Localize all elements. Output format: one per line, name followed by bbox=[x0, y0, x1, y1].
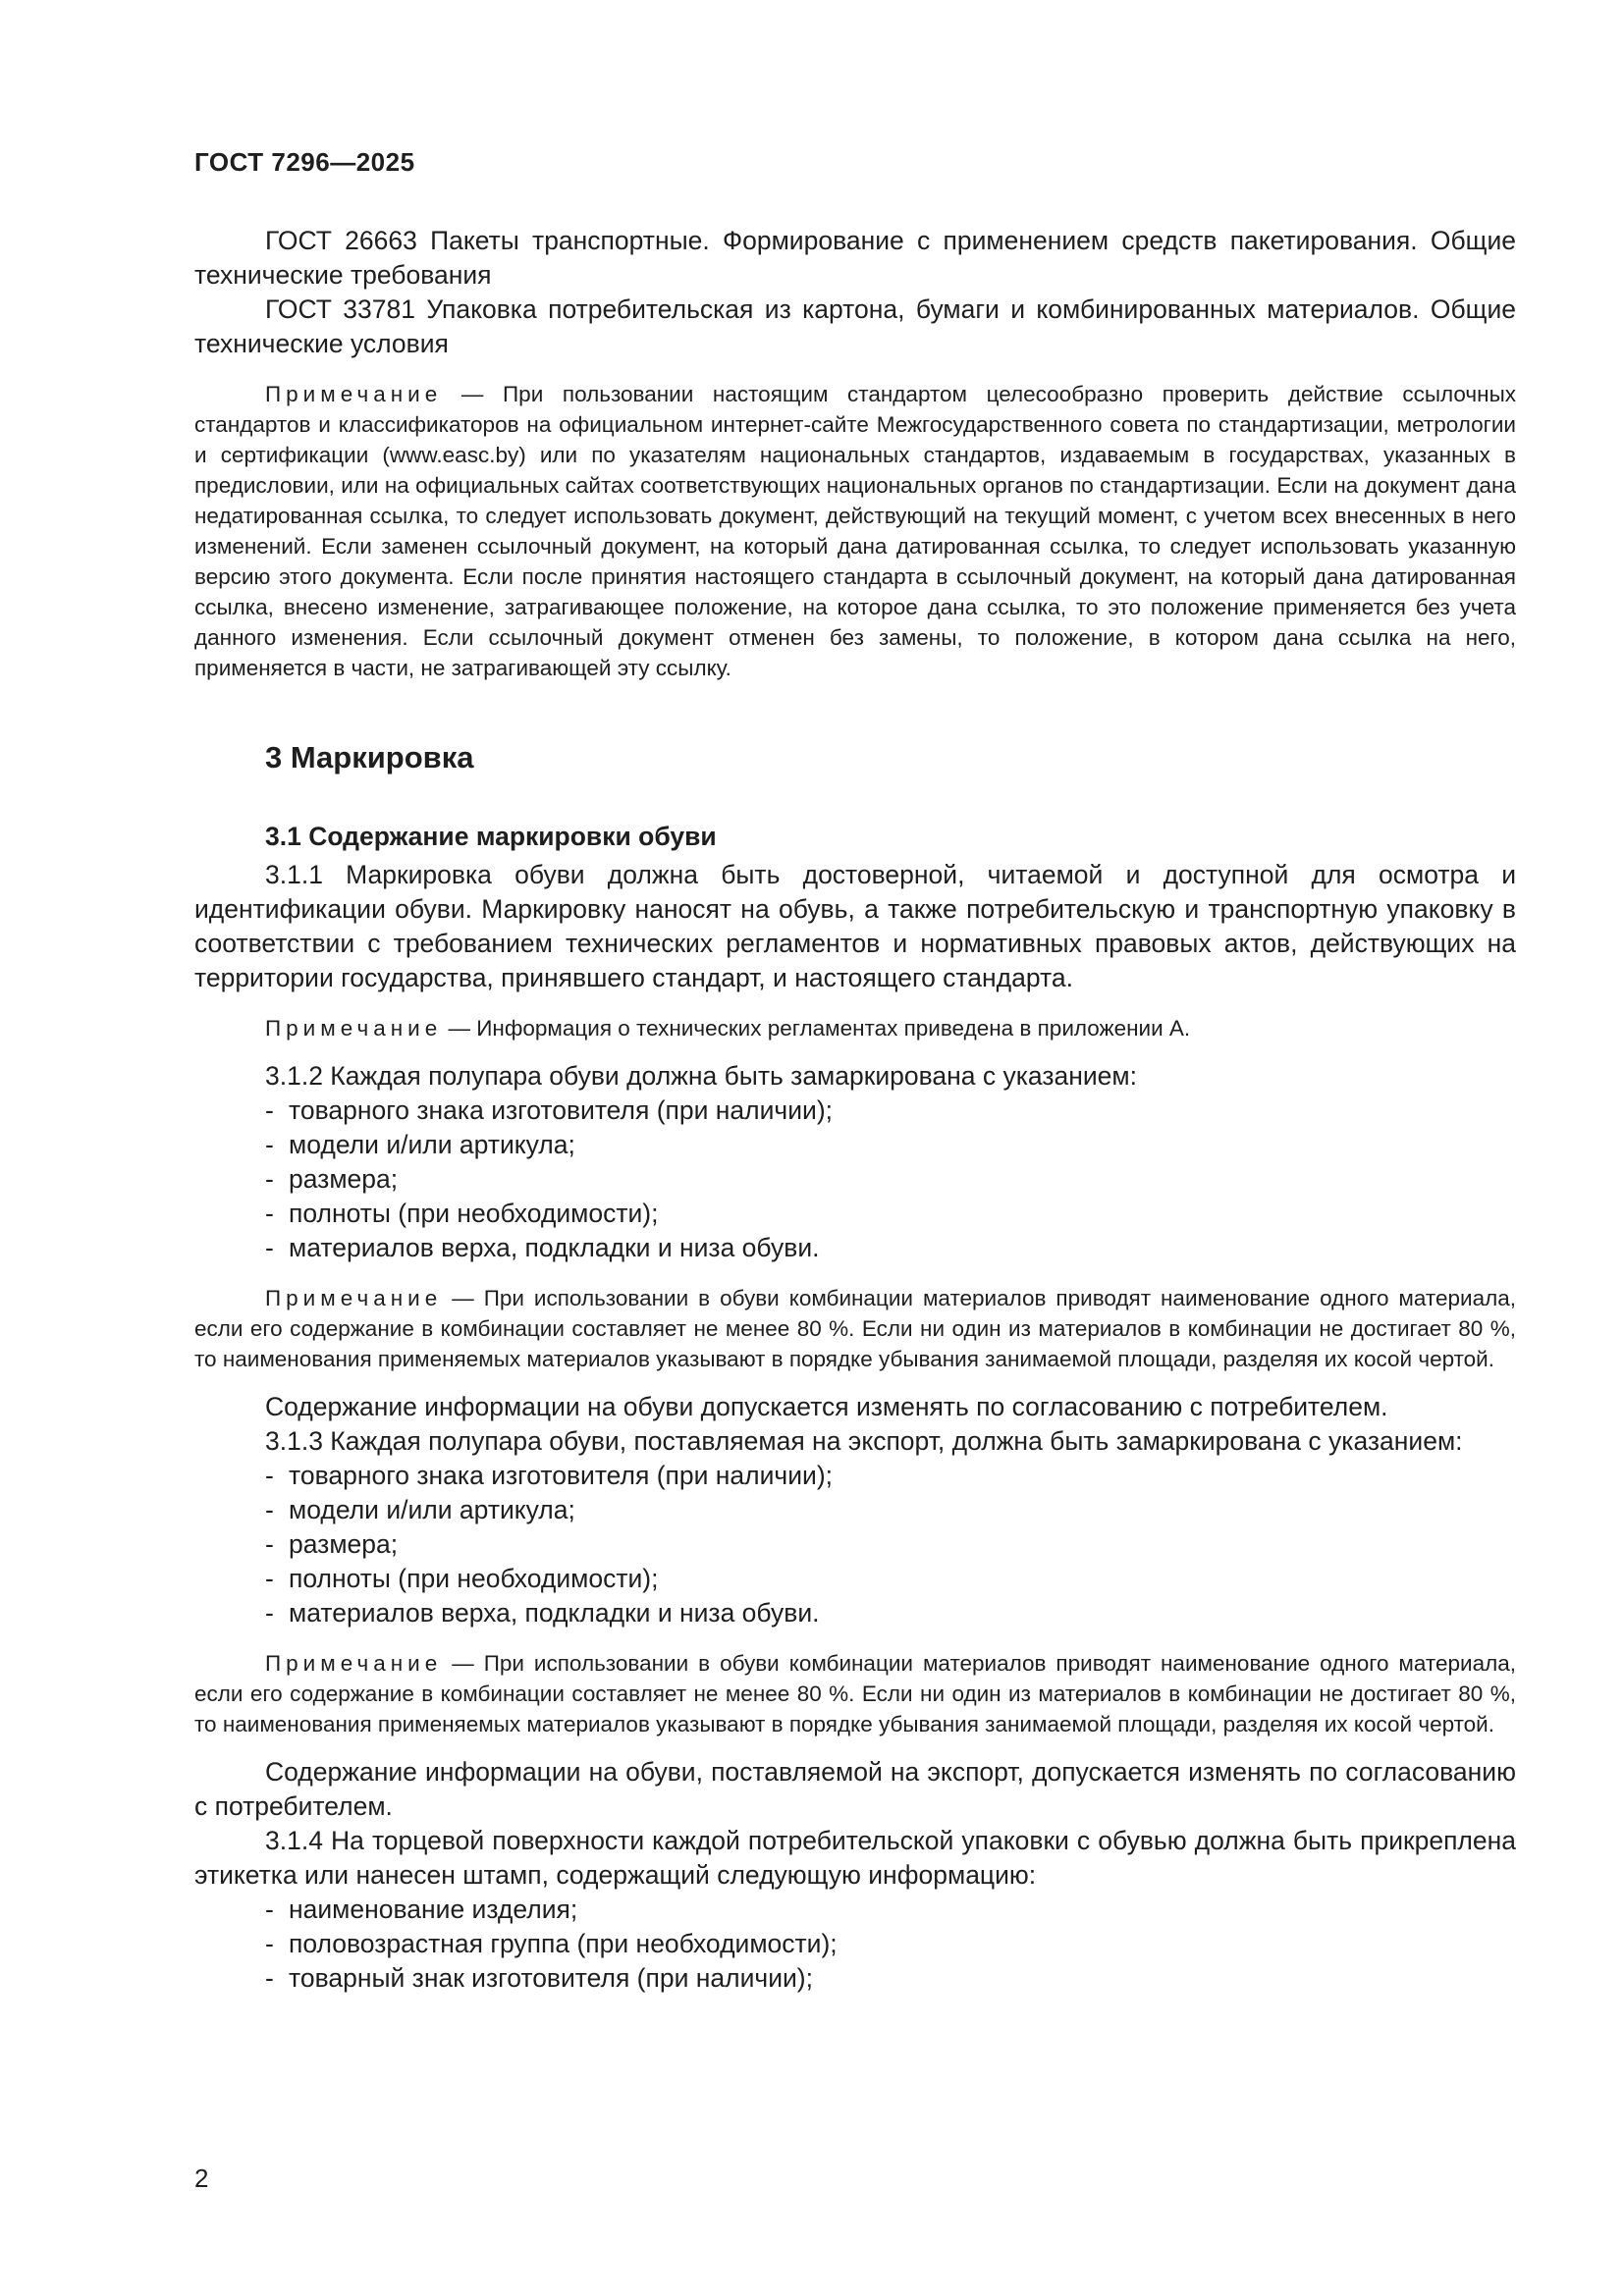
reference-item: ГОСТ 26663 Пакеты транспортные. Формирование с применением средств пакетирования. Общие технические требования bbox=[194, 226, 1516, 290]
document-body bbox=[194, 224, 1516, 1996]
paragraph: Содержание информации на обуви, поставляемой на экспорт, допускается изменять по согласованию с потребителем. bbox=[194, 1757, 1516, 1821]
clause-3-1-4: 3.1.4 На торцевой поверхности каждой потребительской упаковки с обувью должна быть прикреплена этикетка или нанесен штамп, содержащий следующую информацию: bbox=[194, 1826, 1516, 1890]
note-label: Примечание bbox=[265, 1651, 443, 1676]
section-title: 3 Маркировка bbox=[265, 740, 474, 774]
list-item: - модели и/или артикула; bbox=[265, 1130, 575, 1159]
list-item: - полноты (при необходимости); bbox=[265, 1564, 659, 1593]
note-paragraph bbox=[194, 1013, 1516, 1043]
clause-3-1-2: 3.1.2 Каждая полупара обуви должна быть замаркирована с указанием: bbox=[265, 1061, 1137, 1091]
note-text: — При использовании в обуви комбинации материалов приводят наименование одного материала, если его содержание в комбинации составляет не менее 80 %. Если ни один из материалов в комбинации не достигает 80 %, то наименования применяемых материалов указывают в порядке убывания занимаемой площади, разделяя их косой чертой. bbox=[194, 1286, 1516, 1371]
note-text: — При использовании в обуви комбинации материалов приводят наименование одного материала, если его содержание в комбинации составляет не менее 80 %. Если ни один из материалов в комбинации не достигает 80 %, то наименования применяемых материалов указывают в порядке убывания занимаемой площади, разделяя их косой чертой. bbox=[194, 1651, 1516, 1736]
reference-item: ГОСТ 33781 Упаковка потребительская из картона, бумаги и комбинированных материалов. Общие технические условия bbox=[194, 294, 1516, 358]
list-item: - размера; bbox=[265, 1529, 399, 1559]
clause-3-1-1: 3.1.1 Маркировка обуви должна быть достоверной, читаемой и доступной для осмотра и идентификации обуви. Маркировку наносят на обувь, а также потребительскую и транспортную упаковку в соответствии с требованием технических регламентов и нормативных правовых актов, действующих на территории государства, принявшего стандарт, и настоящего стандарта. bbox=[194, 860, 1516, 992]
list-item: - товарного знака изготовителя (при наличии); bbox=[265, 1095, 834, 1125]
page-number: 2 bbox=[194, 2163, 209, 2193]
standard-code-header: ГОСТ 7296—2025 bbox=[194, 147, 415, 177]
paragraph: Содержание информации на обуви допускается изменять по согласованию с потребителем. bbox=[265, 1392, 1388, 1421]
list-item: - размера; bbox=[265, 1164, 399, 1194]
list-item: - товарного знака изготовителя (при наличии); bbox=[265, 1461, 834, 1490]
note-label: Примечание bbox=[265, 1286, 443, 1310]
note-paragraph bbox=[194, 1648, 1516, 1739]
label-info-list-3-1-4 bbox=[194, 1893, 1516, 1996]
marking-list-3-1-2 bbox=[194, 1094, 1516, 1265]
subsection-title: 3.1 Содержание маркировки обуви bbox=[265, 822, 717, 851]
list-item: - материалов верха, подкладки и низа обуви. bbox=[265, 1598, 820, 1628]
list-item: - модели и/или артикула; bbox=[265, 1495, 575, 1524]
note-paragraph bbox=[194, 1283, 1516, 1374]
list-item: - наименование изделия; bbox=[265, 1895, 578, 1924]
clause-3-1-3: 3.1.3 Каждая полупара обуви, поставляемая на экспорт, должна быть замаркирована с указанием: bbox=[265, 1426, 1463, 1456]
note-label: Примечание bbox=[265, 382, 443, 406]
note-paragraph bbox=[194, 379, 1516, 683]
note-text: — При пользовании настоящим стандартом целесообразно проверить действие ссылочных стандартов и классификаторов на официальном интернет-сайте Межгосударственного совета по стандартизации, метрологии и сертификации (www.easc.by) или по указателям национальных стандартов, издаваемым в государствах, указанных в предисловии, или на официальных сайтах соответствующих национальных органов по стандартизации. Если на документ дана недатированная ссылка, то следует использовать документ, действующий на текущий момент, с учетом всех внесенных в него изменений. Если заменен ссылочный документ, на который дана датированная ссылка, то следует использовать указанную версию этого документа. Если после принятия настоящего стандарта в ссылочный документ, на который дана датированная ссылка, внесено изменение, затрагивающее положение, на которое дана ссылка, то это положение применяется без учета данного изменения. Если ссылочный документ отменен без замены, то положение, в котором дана ссылка на него, применяется в части, не затрагивающей эту ссылку. bbox=[194, 382, 1516, 680]
list-item: - половозрастная группа (при необходимости); bbox=[265, 1929, 838, 1958]
list-item: - материалов верха, подкладки и низа обуви. bbox=[265, 1233, 820, 1262]
document-page bbox=[194, 0, 1516, 2296]
list-item: - товарный знак изготовителя (при наличии); bbox=[265, 1963, 813, 1993]
note-text: — Информация о технических регламентах приведена в приложении А. bbox=[448, 1016, 1191, 1041]
marking-list-3-1-3 bbox=[194, 1459, 1516, 1630]
note-label: Примечание bbox=[265, 1016, 443, 1041]
list-item: - полноты (при необходимости); bbox=[265, 1199, 659, 1228]
